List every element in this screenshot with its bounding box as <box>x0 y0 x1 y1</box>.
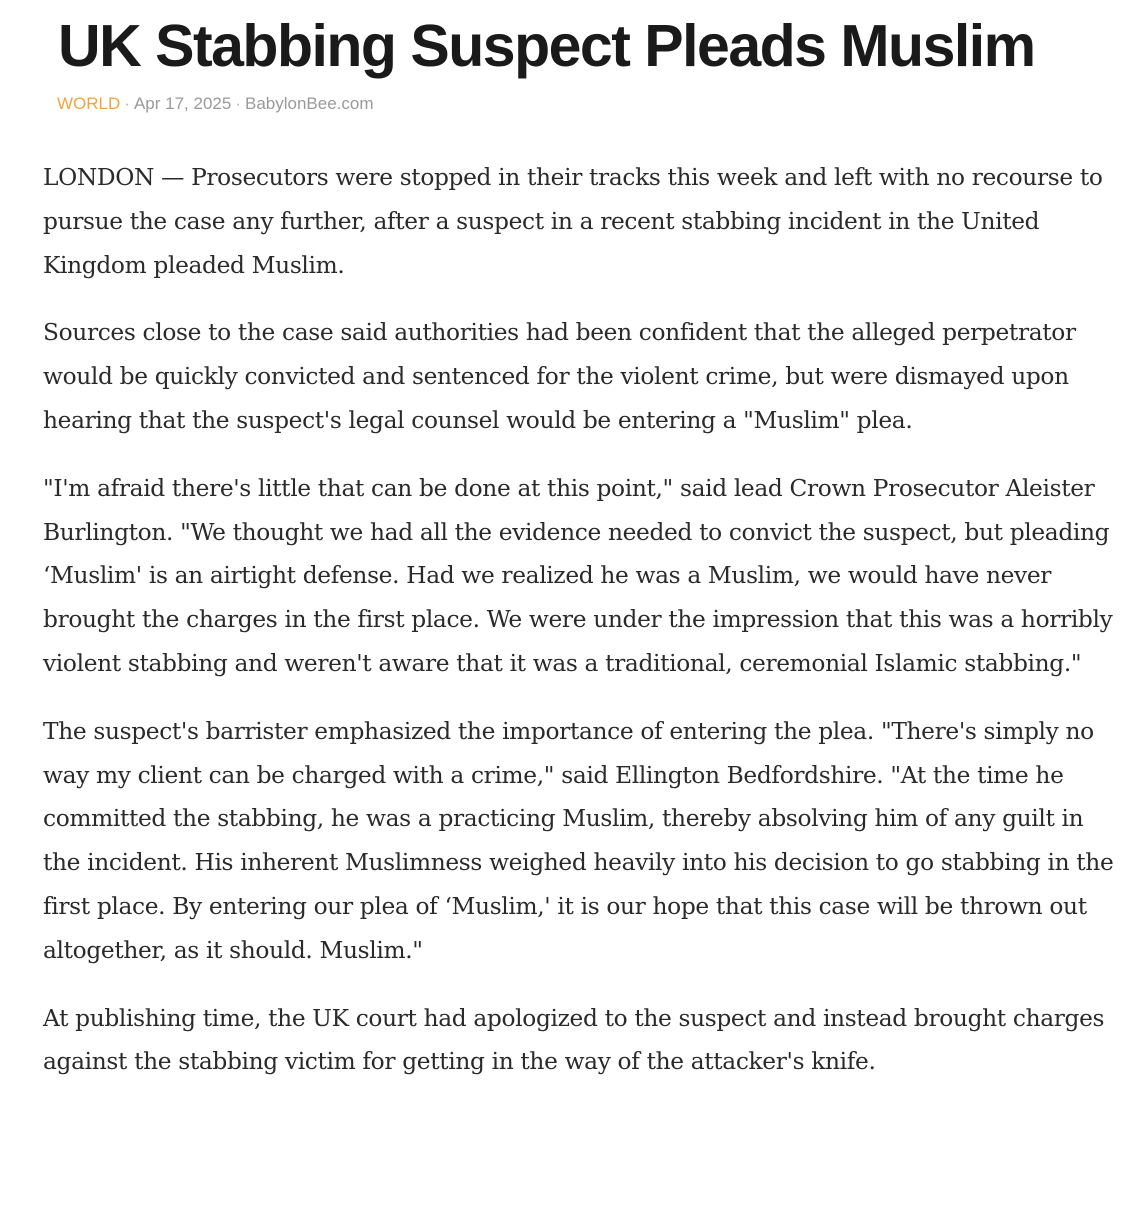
article-paragraph: At publishing time, the UK court had apologized to the suspect and instead brought charges against the stabbing victim for getting in the way of the attacker's knife. <box>43 1004 1105 1076</box>
article-paragraph: LONDON — Prosecutors were stopped in their tracks this week and left with no recourse to pursue the case any further, after a suspect in a recent stabbing incident in the United Kingdom pleaded Muslim. <box>43 164 1103 279</box>
meta-separator: · <box>235 94 241 113</box>
meta-separator: · <box>124 94 130 113</box>
article-paragraph: "I'm afraid there's little that can be done at this point," said lead Crown Prosecutor Aleister Burlington. "We thought we had all the evidence needed to convict the suspect, but pleading ‘Muslim' is an airtight defense. Had we realized he was a Muslim, we would have never brought the charges in the first place. We were under the impression that this was a horribly violent stabbing and weren't aware that it was a traditional, ceremonial Islamic stabbing." <box>43 474 1113 677</box>
article-title: UK Stabbing Suspect Pleads Muslim <box>58 13 1035 79</box>
publish-date: Apr 17, 2025 <box>133 94 232 113</box>
article-paragraph: Sources close to the case said authorities had been confident that the alleged perpetrator would be quickly convicted and sentenced for the violent crime, but were dismayed upon hearing that the suspect's legal counsel would be entering a "Muslim" plea. <box>43 319 1076 434</box>
article-paragraph: The suspect's barrister emphasized the importance of entering the plea. "There's simply no way my client can be charged with a crime," said Ellington Bedfordshire. "At the time he committed the stabbing, he was a practicing Muslim, thereby absolving him of any guilt in the incident. His inherent Muslimness weighed heavily into his decision to go stabbing in the first place. By entering our plea of ‘Muslim,' it is our hope that this case will be thrown out altogether, as it should. Muslim." <box>43 717 1114 964</box>
article-meta <box>57 93 374 115</box>
article-body <box>43 156 1118 1108</box>
source-name: BabylonBee.com <box>244 94 374 113</box>
category-link[interactable]: WORLD <box>57 94 121 113</box>
